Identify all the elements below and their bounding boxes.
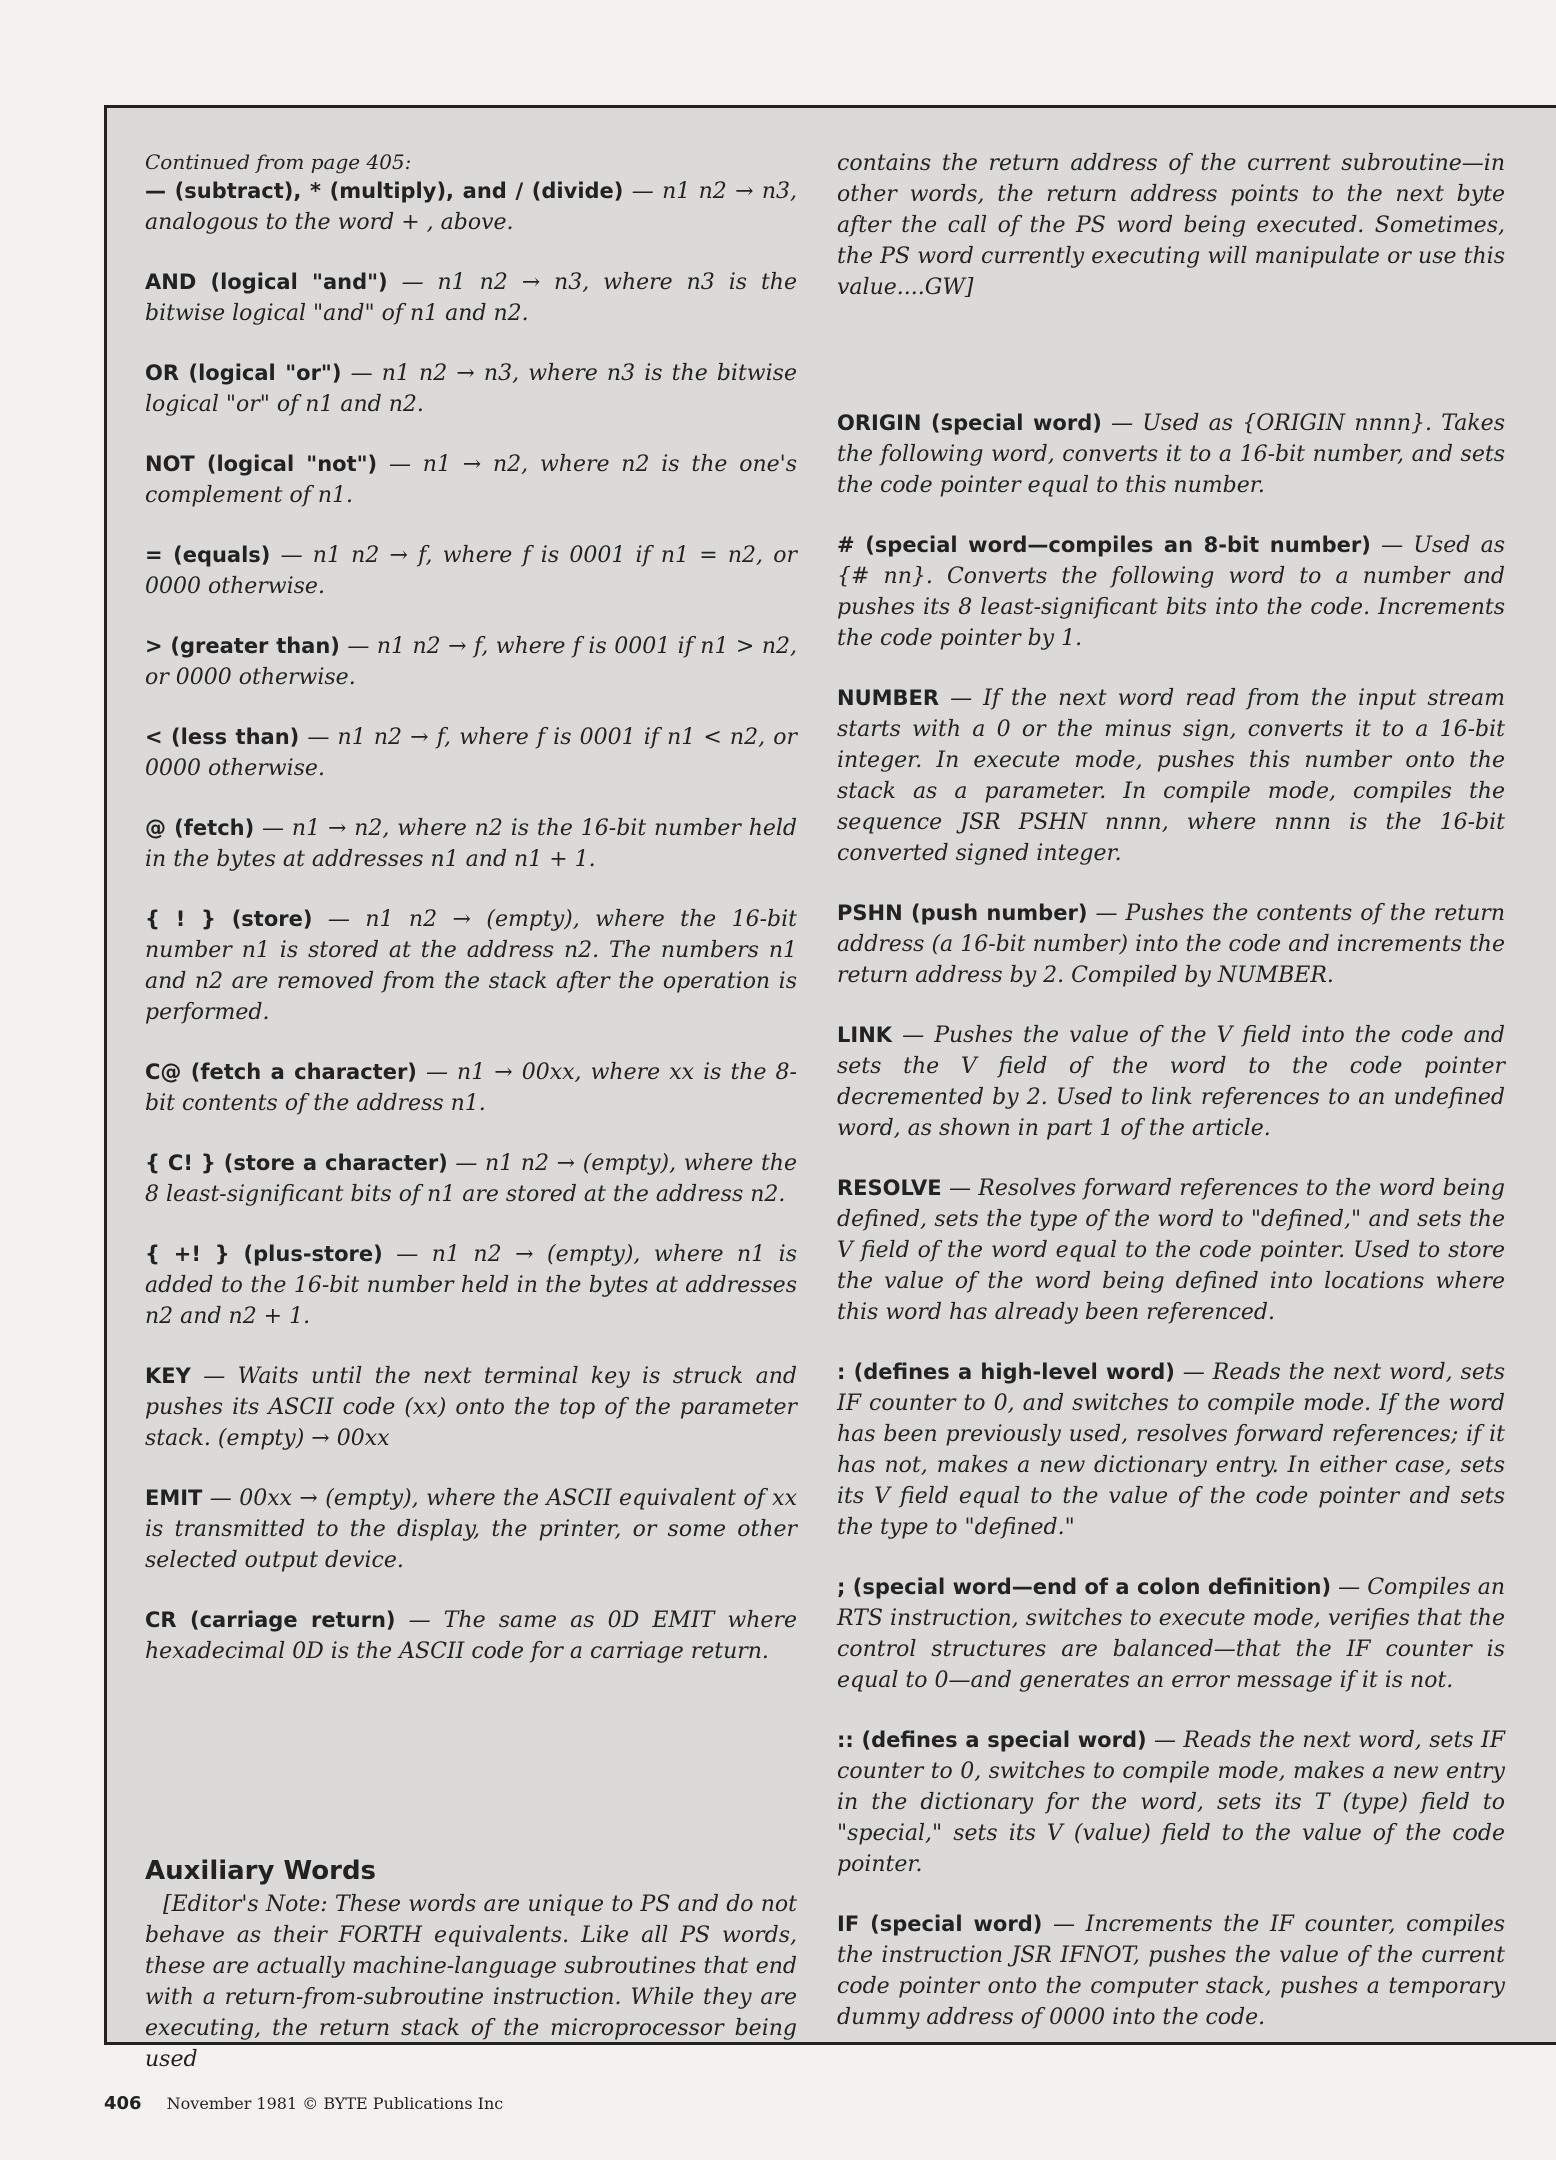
glossary-entry	[145, 540, 797, 602]
glossary-entry	[145, 722, 797, 784]
glossary-desc: — 00xx → (empty), where the ASCII equivalent of xx is transmitted to the display, the printer, or some other selected output device.	[145, 1486, 797, 1573]
glossary-entry	[145, 449, 797, 511]
glossary-entry	[837, 530, 1505, 654]
continued-note: Continued from page 405:	[145, 150, 412, 174]
glossary-desc: — Used as {# nn}. Converts the following word to a number and pushes its 8 least-significant bits into the code. Increments the code pointer by 1.	[837, 533, 1505, 651]
glossary-entry	[145, 1057, 797, 1119]
glossary-entry	[837, 1909, 1505, 2033]
glossary-desc: — n1 n2 → f, where f is 0001 if n1 > n2, or 0000 otherwise.	[145, 634, 797, 690]
glossary-entry	[145, 904, 797, 1028]
glossary-term: C@ (fetch a character)	[145, 1060, 417, 1084]
glossary-entry	[837, 1173, 1505, 1328]
right-column	[837, 148, 1505, 2062]
glossary-desc: — n1 n2 → n3, where n3 is the bitwise logical "or" of n1 and n2.	[145, 361, 797, 417]
glossary-entry	[837, 1725, 1505, 1880]
glossary-term: { +! } (plus-store)	[145, 1242, 383, 1266]
glossary-desc: — Reads the next word, sets IF counter to 0, and switches to compile mode. If the word has been previously used, resolves forward references; if it has not, makes a new dictionary entry. In either case, sets its V field equal to the value of the code pointer and sets the type to "defined."	[837, 1360, 1505, 1540]
glossary-term: < (less than)	[145, 725, 300, 749]
glossary-entry	[837, 1572, 1505, 1696]
glossary-desc: — Pushes the contents of the return address (a 16-bit number) into the code and increments the return address by 2. Compiled by NUMBER.	[837, 901, 1505, 988]
glossary-desc: — n1 → 00xx, where xx is the 8-bit contents of the address n1.	[145, 1060, 797, 1116]
glossary-term: > (greater than)	[145, 634, 340, 658]
glossary-desc: — The same as 0D EMIT where hexadecimal 0D is the ASCII code for a carriage return.	[145, 1608, 797, 1664]
glossary-desc: — Used as {ORIGIN nnnn}. Takes the following word, converts it to a 16-bit number, and sets the code pointer equal to this number.	[837, 411, 1505, 498]
glossary-term: KEY	[145, 1364, 191, 1388]
glossary-term: ORIGIN (special word)	[837, 411, 1102, 435]
glossary-desc: — n1 → n2, where n2 is the 16-bit number held in the bytes at addresses n1 and n1 + 1.	[145, 816, 798, 872]
glossary-term: CR (carriage return)	[145, 1608, 396, 1632]
glossary-entry	[145, 631, 797, 693]
glossary-term: # (special word—compiles an 8-bit number)	[837, 533, 1371, 557]
glossary-entry	[837, 898, 1505, 991]
glossary-term: { ! } (store)	[145, 907, 313, 931]
glossary-term: OR (logical "or")	[145, 361, 342, 385]
glossary-entry	[145, 176, 797, 238]
glossary-entry	[145, 1605, 797, 1667]
glossary-term: — (subtract), * (multiply), and / (divide)	[145, 179, 624, 203]
aux-heading: Auxiliary Words	[145, 1856, 377, 1886]
glossary-term: @ (fetch)	[145, 816, 255, 840]
glossary-entry	[145, 267, 797, 329]
glossary-entry	[145, 813, 797, 875]
glossary-term: :: (defines a special word)	[837, 1728, 1147, 1752]
glossary-entry	[837, 1357, 1505, 1543]
glossary-desc: — n1 n2 → n3, where n3 is the bitwise logical "and" of n1 and n2.	[145, 270, 797, 326]
article-panel	[104, 105, 1556, 2072]
footer-text: November 1981 © BYTE Publications Inc	[166, 2094, 504, 2113]
glossary-desc: — Waits until the next terminal key is struck and pushes its ASCII code (xx) onto the top of the parameter stack. (empty) → 00xx	[145, 1364, 797, 1451]
glossary-desc: — n1 → n2, where n2 is the one's complement of n1.	[145, 452, 798, 508]
page-footer	[104, 2093, 503, 2114]
glossary-entry	[837, 1020, 1505, 1144]
glossary-term: IF (special word)	[837, 1912, 1043, 1936]
glossary-desc: — Reads the next word, sets IF counter to 0, switches to compile mode, makes a new entry in the dictionary for the word, sets its T (type) field to "special," sets its V (value) field to the value of the code pointer.	[837, 1728, 1505, 1877]
glossary-term: { C! } (store a character)	[145, 1151, 448, 1175]
page-number: 406	[104, 2093, 142, 2114]
glossary-term: LINK	[837, 1023, 893, 1047]
glossary-term: PSHN (push number)	[837, 901, 1088, 925]
glossary-desc: — n1 n2 → (empty), where n1 is added to the 16-bit number held in the bytes at addresses n2 and n2 + 1.	[145, 1242, 797, 1329]
glossary-desc: — n1 n2 → n3, analogous to the word + , above.	[145, 179, 797, 235]
glossary-term: : (defines a high-level word)	[837, 1360, 1175, 1384]
glossary-term: NOT (logical "not")	[145, 452, 378, 476]
glossary-term: = (equals)	[145, 543, 271, 567]
glossary-term: AND (logical "and")	[145, 270, 388, 294]
glossary-desc: — n1 n2 → (empty), where the 16-bit number n1 is stored at the address n2. The numbers n1 and n2 are removed from the stack after the operation is performed.	[145, 907, 797, 1025]
glossary-desc: — Resolves forward references to the word being defined, sets the type of the word to "defined," and sets the V field of the word equal to the code pointer. Used to store the value of the word being defined into locations where this word has already been referenced.	[837, 1176, 1505, 1325]
glossary-term: NUMBER	[837, 686, 940, 710]
glossary-entry	[145, 358, 797, 420]
glossary-desc: — n1 n2 → f, where f is 0001 if n1 = n2, or 0000 otherwise.	[145, 543, 797, 599]
left-column	[145, 148, 797, 2104]
glossary-term: RESOLVE	[837, 1176, 942, 1200]
glossary-entry	[145, 1148, 797, 1210]
glossary-entry	[145, 1239, 797, 1332]
aux-note: [Editor's Note: These words are unique to PS and do not behave as their FORTH equivalents. Like all PS words, these are actually machine-language subroutines that end with a return-from-subroutine instruction. While they are executing, the return stack of the microprocessor being used	[145, 1892, 797, 2072]
glossary-desc: — Increments the IF counter, compiles the instruction JSR IFNOT, pushes the value of the current code pointer onto the computer stack, pushes a temporary dummy address of 0000 into the code.	[837, 1912, 1506, 2030]
right-entry-list	[837, 408, 1505, 2033]
glossary-term: ; (special word—end of a colon definition)	[837, 1575, 1332, 1599]
glossary-term: EMIT	[145, 1486, 203, 1510]
glossary-entry	[145, 1483, 797, 1576]
glossary-entry	[837, 408, 1505, 501]
glossary-desc: — n1 n2 → f, where f is 0001 if n1 < n2, or 0000 otherwise.	[145, 725, 797, 781]
glossary-entry	[837, 683, 1505, 869]
glossary-desc: — n1 n2 → (empty), where the 8 least-significant bits of n1 are stored at the address n2.	[145, 1151, 797, 1207]
glossary-desc: — Pushes the value of the V field into the code and sets the V field of the word to the code pointer decremented by 2. Used to link references to an undefined word, as shown in part 1 of the article.	[837, 1023, 1505, 1141]
left-entry-list	[145, 176, 797, 1667]
glossary-desc: — If the next word read from the input stream starts with a 0 or the minus sign, converts it to a 16-bit integer. In execute mode, pushes this number onto the stack as a parameter. In compile mode, compiles the sequence JSR PSHN nnnn, where nnnn is the 16-bit converted signed integer.	[837, 686, 1505, 866]
glossary-desc: — Compiles an RTS instruction, switches to execute mode, verifies that the control structures are balanced—that the IF counter is equal to 0—and generates an error message if it is not.	[837, 1575, 1505, 1693]
glossary-entry	[145, 1361, 797, 1454]
right-intro: contains the return address of the current subroutine—in other words, the return address points to the next byte after the call of the PS word being executed. Sometimes, the PS word currently executing will manipulate or use this value....GW]	[837, 151, 1505, 300]
